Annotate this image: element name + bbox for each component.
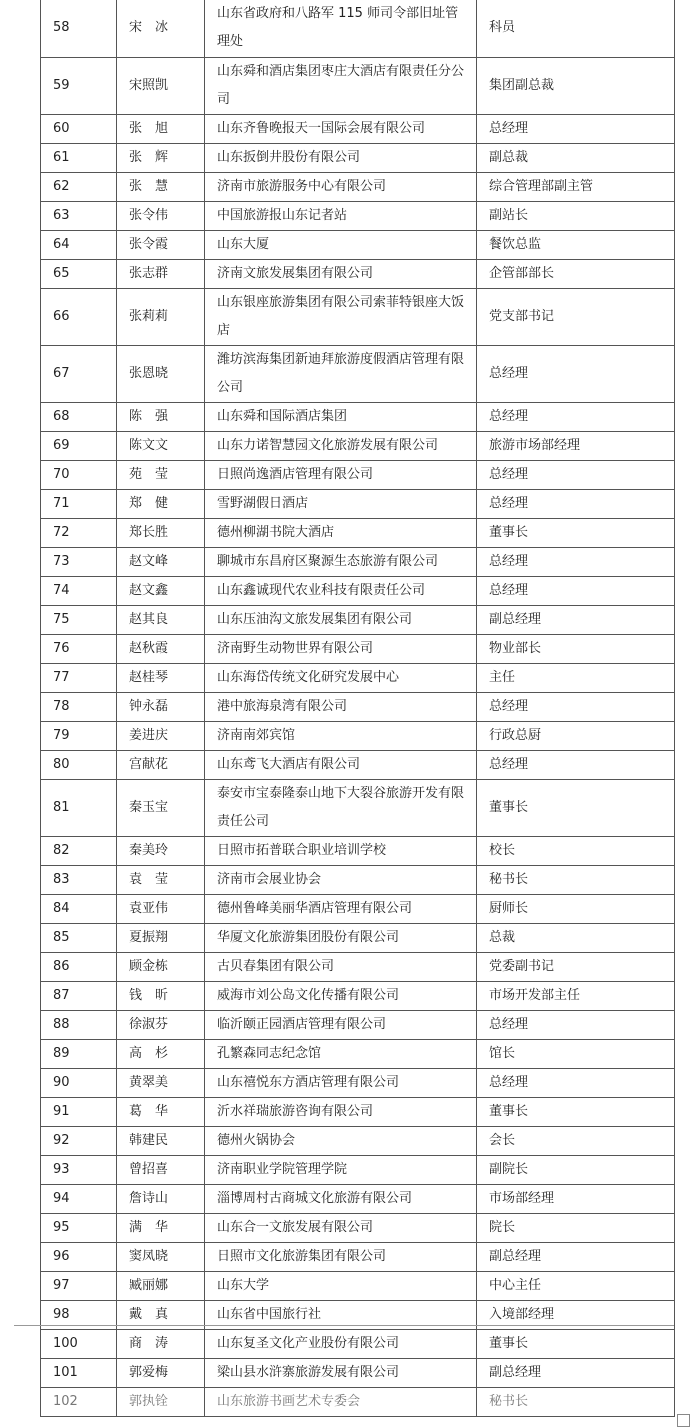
cell-title: 集团副总裁 (477, 57, 675, 114)
cell-number: 90 (41, 1068, 117, 1097)
cell-name: 高 杉 (117, 1039, 205, 1068)
cell-organization: 德州火锅协会 (205, 1126, 477, 1155)
cell-title: 校长 (477, 836, 675, 865)
cell-name: 夏振翔 (117, 923, 205, 952)
cell-organization: 山东扳倒井股份有限公司 (205, 143, 477, 172)
cell-name: 顾金栋 (117, 952, 205, 981)
cell-number: 98 (41, 1300, 117, 1329)
table-row (41, 894, 675, 923)
cell-title: 物业部长 (477, 634, 675, 663)
cell-number: 85 (41, 923, 117, 952)
cell-organization: 山东省中国旅行社 (205, 1300, 477, 1329)
table-row (41, 576, 675, 605)
cell-title: 旅游市场部经理 (477, 431, 675, 460)
cell-number: 79 (41, 721, 117, 750)
cell-organization: 临沂颐正园酒店管理有限公司 (205, 1010, 477, 1039)
cell-organization: 山东银座旅游集团有限公司索菲特银座大饭店 (205, 288, 477, 345)
cell-number: 95 (41, 1213, 117, 1242)
cell-name: 宋 冰 (117, 0, 205, 57)
cell-organization: 山东海岱传统文化研究发展中心 (205, 663, 477, 692)
cell-name: 陈 强 (117, 402, 205, 431)
cell-name: 张 辉 (117, 143, 205, 172)
table-row (41, 1126, 675, 1155)
cell-title: 科员 (477, 0, 675, 57)
cell-number: 58 (41, 0, 117, 57)
cell-title: 董事长 (477, 1329, 675, 1358)
cell-name: 钟永磊 (117, 692, 205, 721)
member-table-container (40, 0, 674, 1417)
table-row (41, 201, 675, 230)
table-row (41, 750, 675, 779)
cell-organization: 华厦文化旅游集团股份有限公司 (205, 923, 477, 952)
table-row (41, 489, 675, 518)
cell-number: 64 (41, 230, 117, 259)
cell-title: 综合管理部副主管 (477, 172, 675, 201)
cell-number: 61 (41, 143, 117, 172)
cell-organization: 山东舜和国际酒店集团 (205, 402, 477, 431)
cell-name: 徐淑芬 (117, 1010, 205, 1039)
cell-organization: 中国旅游报山东记者站 (205, 201, 477, 230)
cell-organization: 山东禧悦东方酒店管理有限公司 (205, 1068, 477, 1097)
cell-number: 93 (41, 1155, 117, 1184)
cell-number: 72 (41, 518, 117, 547)
table-row (41, 1010, 675, 1039)
cell-organization: 山东舜和酒店集团枣庄大酒店有限责任分公司 (205, 57, 477, 114)
cell-title: 副院长 (477, 1155, 675, 1184)
cell-number: 78 (41, 692, 117, 721)
cell-organization: 济南市会展业协会 (205, 865, 477, 894)
cell-title: 秘书长 (477, 1387, 675, 1416)
table-row (41, 1387, 675, 1416)
table-row (41, 1329, 675, 1358)
cell-name: 郑 健 (117, 489, 205, 518)
table-row (41, 460, 675, 489)
cell-organization: 济南野生动物世界有限公司 (205, 634, 477, 663)
cell-number: 102 (41, 1387, 117, 1416)
cell-organization: 德州鲁峰美丽华酒店管理有限公司 (205, 894, 477, 923)
page-corner-mark (677, 1414, 690, 1427)
table-row (41, 663, 675, 692)
cell-title: 董事长 (477, 779, 675, 836)
cell-number: 101 (41, 1358, 117, 1387)
table-row (41, 692, 675, 721)
cell-title: 总经理 (477, 114, 675, 143)
cell-organization: 日照市拓普联合职业培训学校 (205, 836, 477, 865)
cell-title: 董事长 (477, 518, 675, 547)
member-table-body (41, 0, 675, 1416)
cell-name: 黄翠美 (117, 1068, 205, 1097)
cell-name: 袁 莹 (117, 865, 205, 894)
cell-organization: 山东齐鲁晚报天一国际会展有限公司 (205, 114, 477, 143)
table-row (41, 952, 675, 981)
table-row (41, 518, 675, 547)
table-row (41, 779, 675, 836)
table-row (41, 402, 675, 431)
cell-number: 67 (41, 345, 117, 402)
cell-name: 袁亚伟 (117, 894, 205, 923)
cell-title: 市场开发部主任 (477, 981, 675, 1010)
cell-title: 副总经理 (477, 1358, 675, 1387)
member-table (40, 0, 675, 1417)
cell-name: 郭爱梅 (117, 1358, 205, 1387)
cell-title: 会长 (477, 1126, 675, 1155)
cell-title: 入境部经理 (477, 1300, 675, 1329)
cell-name: 宋照凯 (117, 57, 205, 114)
table-row (41, 1271, 675, 1300)
table-row (41, 0, 675, 57)
table-row (41, 143, 675, 172)
cell-organization: 山东省政府和八路军 115 师司令部旧址管理处 (205, 0, 477, 57)
cell-organization: 威海市刘公岛文化传播有限公司 (205, 981, 477, 1010)
cell-number: 91 (41, 1097, 117, 1126)
table-row (41, 114, 675, 143)
cell-organization: 梁山县水浒寨旅游发展有限公司 (205, 1358, 477, 1387)
table-row (41, 836, 675, 865)
cell-name: 郭执铨 (117, 1387, 205, 1416)
cell-title: 总经理 (477, 1068, 675, 1097)
cell-organization: 山东力诺智慧园文化旅游发展有限公司 (205, 431, 477, 460)
cell-number: 84 (41, 894, 117, 923)
cell-number: 82 (41, 836, 117, 865)
cell-number: 88 (41, 1010, 117, 1039)
cell-organization: 山东鑫诚现代农业科技有限责任公司 (205, 576, 477, 605)
cell-number: 76 (41, 634, 117, 663)
table-row (41, 547, 675, 576)
cell-name: 张令霞 (117, 230, 205, 259)
cell-title: 党委副书记 (477, 952, 675, 981)
table-row (41, 431, 675, 460)
cell-number: 89 (41, 1039, 117, 1068)
cell-title: 总经理 (477, 489, 675, 518)
cell-title: 总经理 (477, 750, 675, 779)
cell-title: 馆长 (477, 1039, 675, 1068)
cell-number: 96 (41, 1242, 117, 1271)
cell-name: 宫献花 (117, 750, 205, 779)
table-row (41, 721, 675, 750)
cell-organization: 潍坊滨海集团新迪拜旅游度假酒店管理有限公司 (205, 345, 477, 402)
cell-number: 77 (41, 663, 117, 692)
cell-name: 赵秋霞 (117, 634, 205, 663)
cell-organization: 济南职业学院管理学院 (205, 1155, 477, 1184)
cell-organization: 泰安市宝泰隆泰山地下大裂谷旅游开发有限责任公司 (205, 779, 477, 836)
table-row (41, 981, 675, 1010)
cell-number: 73 (41, 547, 117, 576)
table-row (41, 1213, 675, 1242)
cell-organization: 济南市旅游服务中心有限公司 (205, 172, 477, 201)
table-row (41, 288, 675, 345)
cell-name: 张莉莉 (117, 288, 205, 345)
cell-name: 臧丽娜 (117, 1271, 205, 1300)
table-row (41, 865, 675, 894)
cell-title: 院长 (477, 1213, 675, 1242)
cell-organization: 古贝春集团有限公司 (205, 952, 477, 981)
cell-organization: 山东旅游书画艺术专委会 (205, 1387, 477, 1416)
cell-number: 70 (41, 460, 117, 489)
cell-number: 74 (41, 576, 117, 605)
cell-organization: 淄博周村古商城文化旅游有限公司 (205, 1184, 477, 1213)
cell-title: 中心主任 (477, 1271, 675, 1300)
cell-name: 赵文鑫 (117, 576, 205, 605)
cell-name: 窦凤晓 (117, 1242, 205, 1271)
cell-number: 68 (41, 402, 117, 431)
cell-name: 满 华 (117, 1213, 205, 1242)
cell-name: 张令伟 (117, 201, 205, 230)
cell-name: 姜进庆 (117, 721, 205, 750)
cell-number: 69 (41, 431, 117, 460)
cell-name: 郑长胜 (117, 518, 205, 547)
cell-organization: 山东压油沟文旅发展集团有限公司 (205, 605, 477, 634)
table-row (41, 345, 675, 402)
cell-title: 总经理 (477, 692, 675, 721)
cell-number: 65 (41, 259, 117, 288)
cell-number: 80 (41, 750, 117, 779)
cell-name: 陈文文 (117, 431, 205, 460)
cell-number: 75 (41, 605, 117, 634)
table-row (41, 1155, 675, 1184)
cell-number: 94 (41, 1184, 117, 1213)
cell-organization: 雪野湖假日酒店 (205, 489, 477, 518)
cell-number: 59 (41, 57, 117, 114)
cell-title: 行政总厨 (477, 721, 675, 750)
cell-name: 赵桂琴 (117, 663, 205, 692)
cell-number: 86 (41, 952, 117, 981)
cell-title: 董事长 (477, 1097, 675, 1126)
table-row (41, 1184, 675, 1213)
cell-organization: 济南文旅发展集团有限公司 (205, 259, 477, 288)
cell-number: 81 (41, 779, 117, 836)
cell-title: 秘书长 (477, 865, 675, 894)
cell-organization: 山东合一文旅发展有限公司 (205, 1213, 477, 1242)
table-row (41, 1039, 675, 1068)
cell-number: 62 (41, 172, 117, 201)
cell-number: 83 (41, 865, 117, 894)
section-divider (14, 1325, 674, 1326)
cell-name: 秦美玲 (117, 836, 205, 865)
table-row (41, 634, 675, 663)
cell-organization: 日照市文化旅游集团有限公司 (205, 1242, 477, 1271)
cell-title: 总经理 (477, 345, 675, 402)
cell-organization: 山东复圣文化产业股份有限公司 (205, 1329, 477, 1358)
cell-number: 92 (41, 1126, 117, 1155)
cell-title: 副总经理 (477, 605, 675, 634)
cell-number: 71 (41, 489, 117, 518)
cell-organization: 德州柳湖书院大酒店 (205, 518, 477, 547)
cell-name: 张恩晓 (117, 345, 205, 402)
cell-organization: 港中旅海泉湾有限公司 (205, 692, 477, 721)
cell-name: 葛 华 (117, 1097, 205, 1126)
cell-name: 张志群 (117, 259, 205, 288)
cell-name: 韩建民 (117, 1126, 205, 1155)
cell-name: 钱 昕 (117, 981, 205, 1010)
table-row (41, 1097, 675, 1126)
cell-number: 87 (41, 981, 117, 1010)
cell-name: 赵其良 (117, 605, 205, 634)
table-row (41, 1358, 675, 1387)
table-row (41, 923, 675, 952)
table-row (41, 1068, 675, 1097)
cell-name: 秦玉宝 (117, 779, 205, 836)
cell-title: 市场部经理 (477, 1184, 675, 1213)
table-row (41, 57, 675, 114)
cell-number: 97 (41, 1271, 117, 1300)
cell-organization: 沂水祥瑞旅游咨询有限公司 (205, 1097, 477, 1126)
cell-number: 66 (41, 288, 117, 345)
table-row (41, 259, 675, 288)
cell-title: 主任 (477, 663, 675, 692)
table-row (41, 230, 675, 259)
cell-organization: 日照尚逸酒店管理有限公司 (205, 460, 477, 489)
cell-name: 詹诗山 (117, 1184, 205, 1213)
cell-name: 张 旭 (117, 114, 205, 143)
table-row (41, 1242, 675, 1271)
cell-organization: 聊城市东昌府区聚源生态旅游有限公司 (205, 547, 477, 576)
cell-title: 副总裁 (477, 143, 675, 172)
cell-title: 总经理 (477, 547, 675, 576)
cell-organization: 山东大学 (205, 1271, 477, 1300)
cell-organization: 山东大厦 (205, 230, 477, 259)
cell-title: 总裁 (477, 923, 675, 952)
cell-title: 总经理 (477, 460, 675, 489)
cell-organization: 孔繁森同志纪念馆 (205, 1039, 477, 1068)
cell-organization: 山东鸢飞大酒店有限公司 (205, 750, 477, 779)
cell-organization: 济南南郊宾馆 (205, 721, 477, 750)
cell-title: 餐饮总监 (477, 230, 675, 259)
table-row (41, 605, 675, 634)
cell-title: 总经理 (477, 402, 675, 431)
cell-name: 张 慧 (117, 172, 205, 201)
cell-number: 60 (41, 114, 117, 143)
cell-number: 63 (41, 201, 117, 230)
cell-title: 总经理 (477, 1010, 675, 1039)
cell-number: 100 (41, 1329, 117, 1358)
cell-title: 总经理 (477, 576, 675, 605)
cell-title: 党支部书记 (477, 288, 675, 345)
table-row (41, 172, 675, 201)
cell-name: 苑 莹 (117, 460, 205, 489)
cell-title: 副站长 (477, 201, 675, 230)
cell-name: 商 涛 (117, 1329, 205, 1358)
cell-title: 企管部部长 (477, 259, 675, 288)
cell-name: 戴 真 (117, 1300, 205, 1329)
cell-title: 副总经理 (477, 1242, 675, 1271)
cell-name: 赵文峰 (117, 547, 205, 576)
cell-title: 厨师长 (477, 894, 675, 923)
cell-name: 曾招喜 (117, 1155, 205, 1184)
